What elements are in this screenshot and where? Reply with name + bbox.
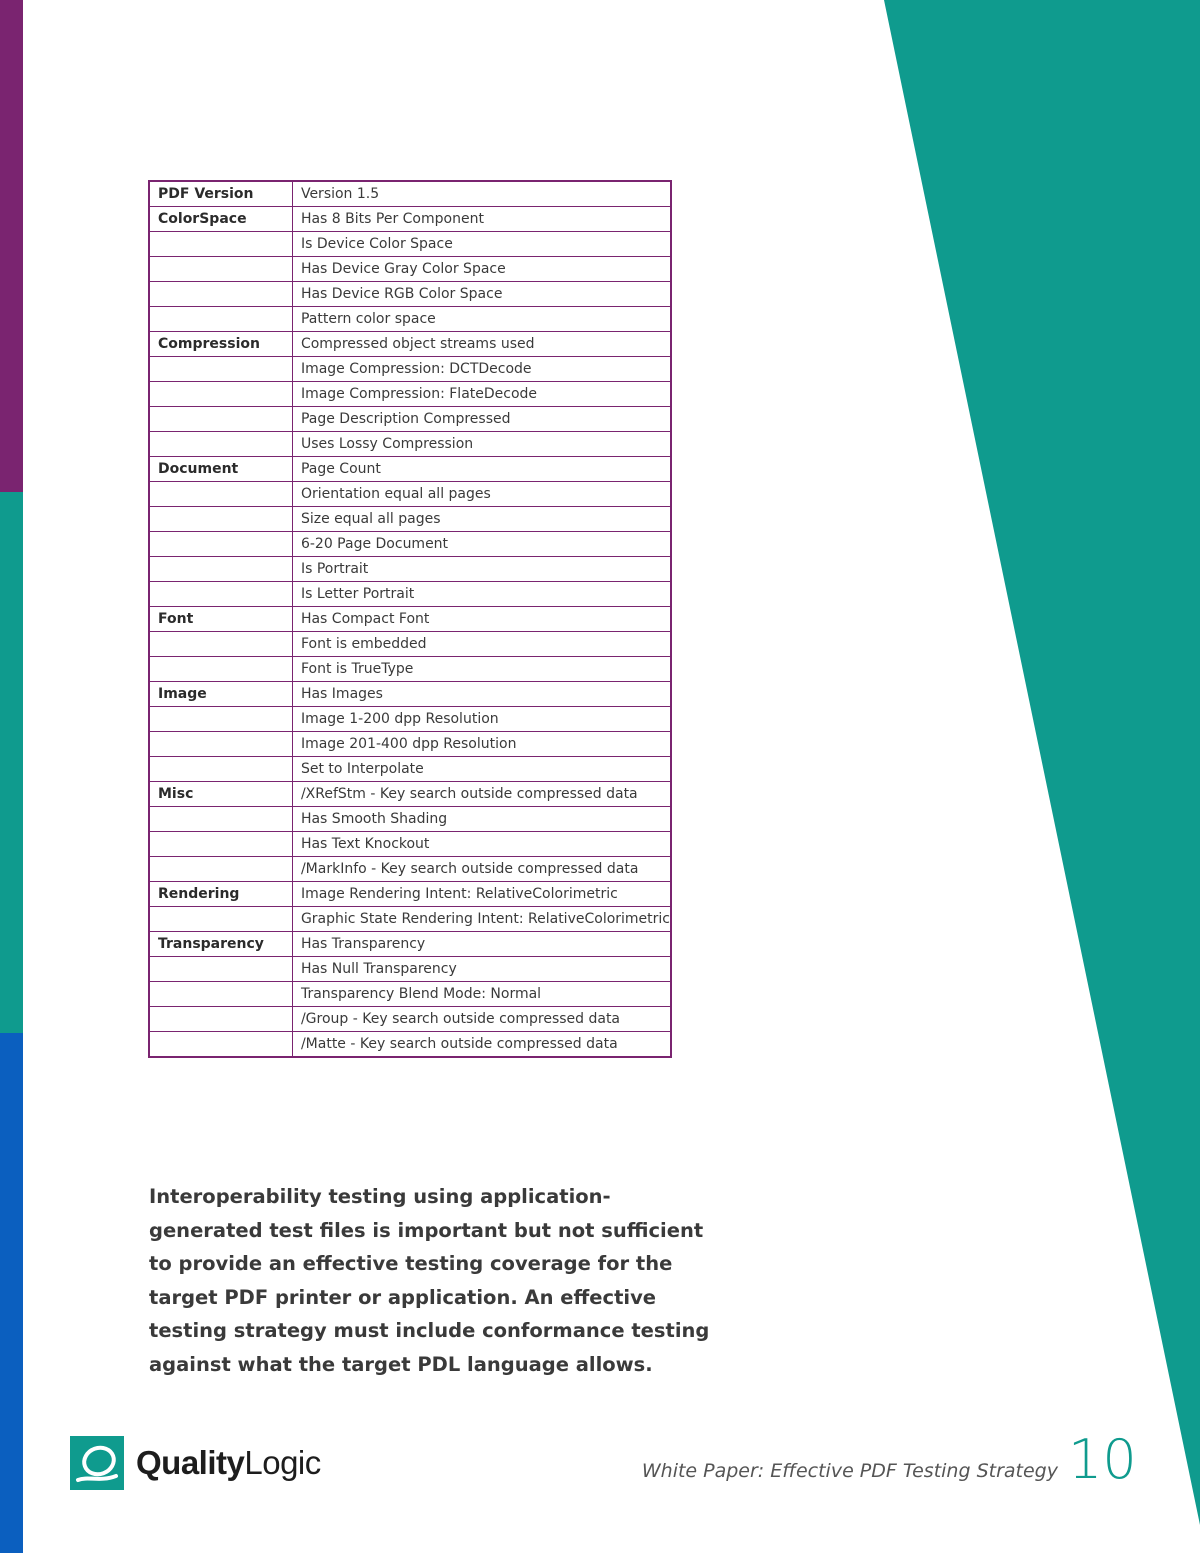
table-row [149,282,671,307]
category-cell [149,507,292,532]
category-cell [149,382,292,407]
category-cell: Image [149,682,292,707]
category-cell [149,632,292,657]
feature-cell: Is Device Color Space [292,232,671,257]
pdf-feature-table [148,180,672,1058]
feature-cell: Image 201-400 dpp Resolution [292,732,671,757]
feature-cell: Pattern color space [292,307,671,332]
feature-cell: Has Smooth Shading [292,807,671,832]
feature-cell: Has Null Transparency [292,957,671,982]
feature-cell: Image Compression: FlateDecode [292,382,671,407]
table-row [149,532,671,557]
feature-cell: Image Rendering Intent: RelativeColorimetric [292,882,671,907]
category-cell [149,1032,292,1058]
feature-cell: Page Count [292,457,671,482]
category-cell: Font [149,607,292,632]
page-number: 10 [1068,1428,1137,1491]
table-row [149,457,671,482]
table-row [149,181,671,207]
category-cell: Misc [149,782,292,807]
category-cell [149,407,292,432]
category-cell [149,432,292,457]
table-row [149,807,671,832]
category-cell [149,307,292,332]
category-cell [149,982,292,1007]
table-row [149,982,671,1007]
table-row [149,607,671,632]
feature-cell: Is Portrait [292,557,671,582]
category-cell: Compression [149,332,292,357]
feature-cell: Has Transparency [292,932,671,957]
table-row [149,482,671,507]
feature-cell: Image 1-200 dpp Resolution [292,707,671,732]
feature-cell: Compressed object streams used [292,332,671,357]
table-row [149,557,671,582]
table-row [149,332,671,357]
table-row [149,657,671,682]
table-row [149,357,671,382]
feature-cell: Font is embedded [292,632,671,657]
table-row [149,1007,671,1032]
table-row [149,257,671,282]
table-row [149,907,671,932]
category-cell [149,907,292,932]
category-cell [149,557,292,582]
category-cell [149,482,292,507]
table-row [149,682,671,707]
logo-wordmark [136,1444,321,1482]
feature-cell: Has Images [292,682,671,707]
table-row [149,632,671,657]
category-cell: PDF Version [149,181,292,207]
category-cell [149,1007,292,1032]
feature-cell: Is Letter Portrait [292,582,671,607]
category-cell [149,732,292,757]
category-cell [149,532,292,557]
feature-cell: /Group - Key search outside compressed data [292,1007,671,1032]
table-row [149,782,671,807]
company-logo [70,1436,321,1490]
feature-cell: Graphic State Rendering Intent: RelativeColorimetric [292,907,671,932]
feature-cell: Font is TrueType [292,657,671,682]
closing-paragraph: Interoperability testing using application-generated test files is important but not sufficient to provide an effective testing coverage for the target PDF printer or application. An effective testing strategy must include conformance testing against what the target PDL language allows. [149,1185,710,1376]
category-cell: ColorSpace [149,207,292,232]
footer-document-title: White Paper: Effective PDF Testing Strategy [641,1460,1058,1482]
logo-wordmark-regular: Logic [244,1444,321,1481]
feature-cell: Has Text Knockout [292,832,671,857]
feature-cell: Orientation equal all pages [292,482,671,507]
logo-wordmark-bold: Quality [136,1444,245,1481]
table-row [149,707,671,732]
feature-cell: Has Device Gray Color Space [292,257,671,282]
feature-cell: Version 1.5 [292,181,671,207]
feature-cell: Has Compact Font [292,607,671,632]
table-row [149,232,671,257]
table-row [149,857,671,882]
category-cell: Document [149,457,292,482]
category-cell [149,807,292,832]
table-row [149,1032,671,1058]
table-row [149,382,671,407]
feature-cell: Uses Lossy Compression [292,432,671,457]
feature-cell: Transparency Blend Mode: Normal [292,982,671,1007]
feature-cell: Has Device RGB Color Space [292,282,671,307]
category-cell [149,257,292,282]
table-row [149,957,671,982]
feature-cell: Size equal all pages [292,507,671,532]
table-row [149,832,671,857]
category-cell [149,357,292,382]
category-cell [149,957,292,982]
table-row [149,207,671,232]
category-cell [149,757,292,782]
table-row [149,507,671,532]
category-cell [149,707,292,732]
category-cell [149,282,292,307]
table-row [149,882,671,907]
category-cell [149,232,292,257]
table-row [149,407,671,432]
category-cell [149,832,292,857]
table-row [149,732,671,757]
table-row [149,757,671,782]
feature-cell: Image Compression: DCTDecode [292,357,671,382]
feature-cell: Set to Interpolate [292,757,671,782]
table-row [149,432,671,457]
feature-cell: /Matte - Key search outside compressed data [292,1032,671,1058]
table-row [149,307,671,332]
quality-logic-q-icon [70,1436,124,1490]
feature-cell: /XRefStm - Key search outside compressed data [292,782,671,807]
feature-cell: Has 8 Bits Per Component [292,207,671,232]
table-row [149,932,671,957]
feature-cell: Page Description Compressed [292,407,671,432]
pdf-feature-table-body [149,181,671,1057]
feature-cell: /MarkInfo - Key search outside compressed data [292,857,671,882]
feature-cell: 6-20 Page Document [292,532,671,557]
table-row [149,582,671,607]
category-cell [149,582,292,607]
category-cell [149,657,292,682]
category-cell: Transparency [149,932,292,957]
category-cell [149,857,292,882]
category-cell: Rendering [149,882,292,907]
